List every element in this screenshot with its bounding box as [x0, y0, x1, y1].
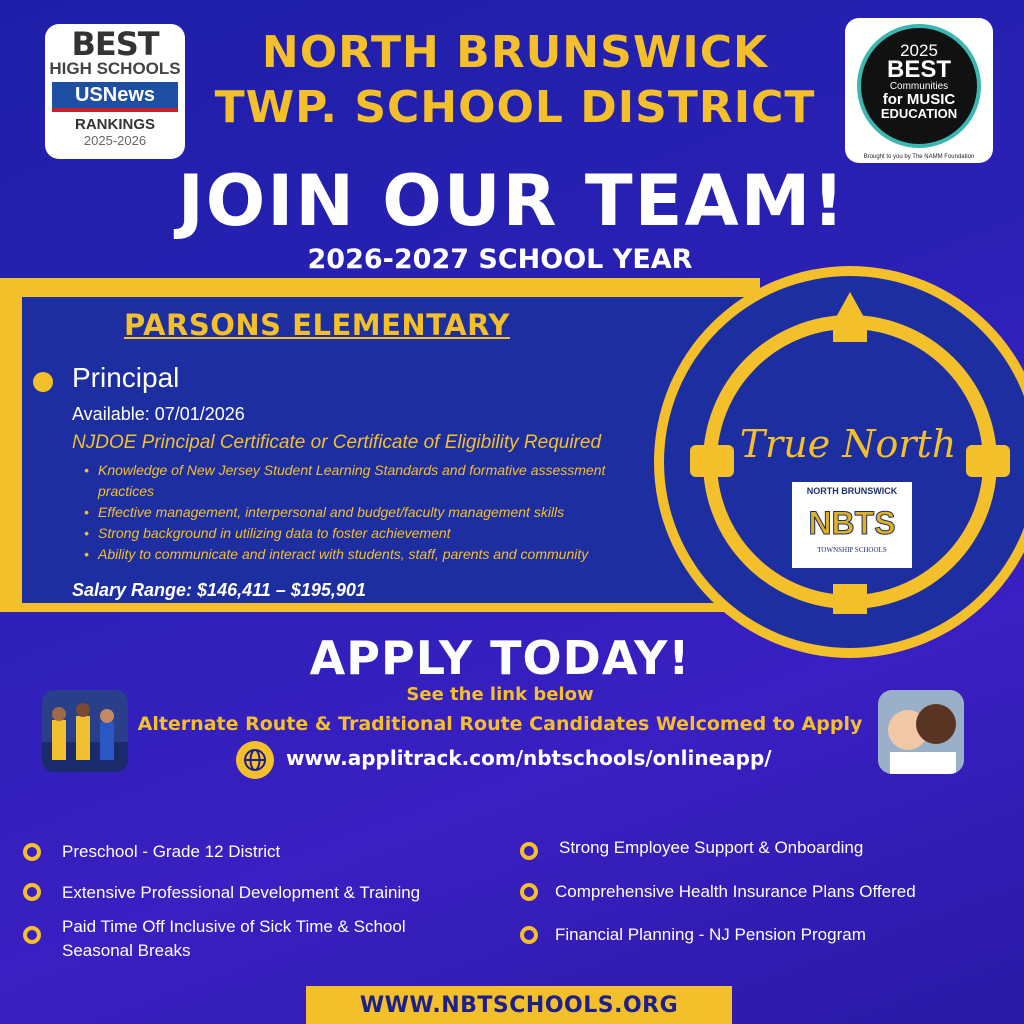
nbts-letters: NBTS — [808, 505, 896, 541]
benefit-bullet-icon — [520, 926, 538, 944]
benefit-bullet-icon — [520, 842, 538, 860]
students-photo — [878, 690, 964, 774]
role-title: Principal — [72, 362, 180, 393]
benefit-bullet-icon — [23, 926, 41, 944]
school-year: 2026-2027 SCHOOL YEAR — [307, 244, 693, 275]
badge-rankings-text: RANKINGS — [74, 116, 155, 133]
namm-music: for MUSIC — [882, 91, 956, 108]
namm-best: BEST — [886, 56, 951, 83]
badge-high-schools-text: HIGH SCHOOLS — [49, 59, 181, 78]
district-title-line2: TWP. SCHOOL DISTRICT — [214, 82, 816, 133]
salary-range: Salary Range: $146,411 – $195,901 — [72, 580, 366, 600]
application-link[interactable]: www.applitrack.com/nbtschools/onlineapp/ — [286, 746, 772, 770]
benefit-bullet-icon — [23, 883, 41, 901]
namm-year: 2025 — [900, 41, 938, 60]
benefit-item: Extensive Professional Development & Training — [62, 883, 421, 902]
benefit-item: Comprehensive Health Insurance Plans Offered — [555, 882, 916, 901]
benefit-item: Paid Time Off Inclusive of Sick Time & School Seasonal Breaks — [62, 917, 406, 960]
requirements-list — [82, 460, 652, 565]
benefit-item: Preschool - Grade 12 District — [62, 842, 281, 861]
requirement-item: • Ability to communicate and interact with students, staff, parents and community — [82, 544, 652, 565]
district-title-line1: NORTH BRUNSWICK — [261, 27, 769, 78]
true-north-compass-logo — [650, 262, 1024, 662]
benefit-item: Strong Employee Support & Onboarding — [559, 838, 864, 857]
true-north-script: True North — [739, 422, 957, 466]
certification-requirement: NJDOE Principal Certificate or Certificate of Eligibility Required — [72, 432, 602, 453]
website-link[interactable]: WWW.NBTSCHOOLS.ORG — [359, 992, 679, 1018]
apply-headline: APPLY TODAY! — [309, 631, 691, 685]
benefit-item: Financial Planning - NJ Pension Program — [555, 925, 866, 944]
namm-education: EDUCATION — [880, 106, 958, 121]
headline: JOIN OUR TEAM! — [177, 160, 847, 242]
available-date: Available: 07/01/2026 — [72, 404, 245, 424]
namm-seal — [857, 24, 981, 148]
school-name: PARSONS ELEMENTARY — [124, 308, 510, 342]
routes-text: Alternate Route & Traditional Route Candidates Welcomed to Apply — [137, 713, 863, 735]
globe-icon[interactable] — [236, 741, 274, 779]
requirement-item: • Knowledge of New Jersey Student Learning Standards and formative assessment practices — [82, 460, 652, 502]
role-bullet-icon — [33, 372, 53, 392]
us-news-badge — [45, 24, 185, 159]
requirement-item: • Effective management, interpersonal and budget/faculty management skills — [82, 502, 652, 523]
badge-usnews-brand: USNews — [52, 82, 178, 108]
requirement-item: • Strong background in utilizing data to foster achievement — [82, 523, 652, 544]
nbts-bottom-text: TOWNSHIP SCHOOLS — [817, 546, 887, 554]
namm-footer: Brought to you by The NAMM Foundation — [863, 154, 975, 160]
benefit-bullet-icon — [520, 883, 538, 901]
benefit-bullet-icon — [23, 843, 41, 861]
namm-communities: Communities — [889, 81, 949, 92]
badge-best-text: BEST — [71, 25, 159, 63]
badge-years-text: 2025-2026 — [83, 133, 147, 148]
graduates-photo — [42, 690, 128, 772]
nbts-top-text: NORTH BRUNSWICK — [806, 486, 898, 496]
see-link-text: See the link below — [406, 684, 594, 705]
namm-badge — [845, 18, 993, 163]
website-footer-bar[interactable] — [306, 986, 732, 1024]
